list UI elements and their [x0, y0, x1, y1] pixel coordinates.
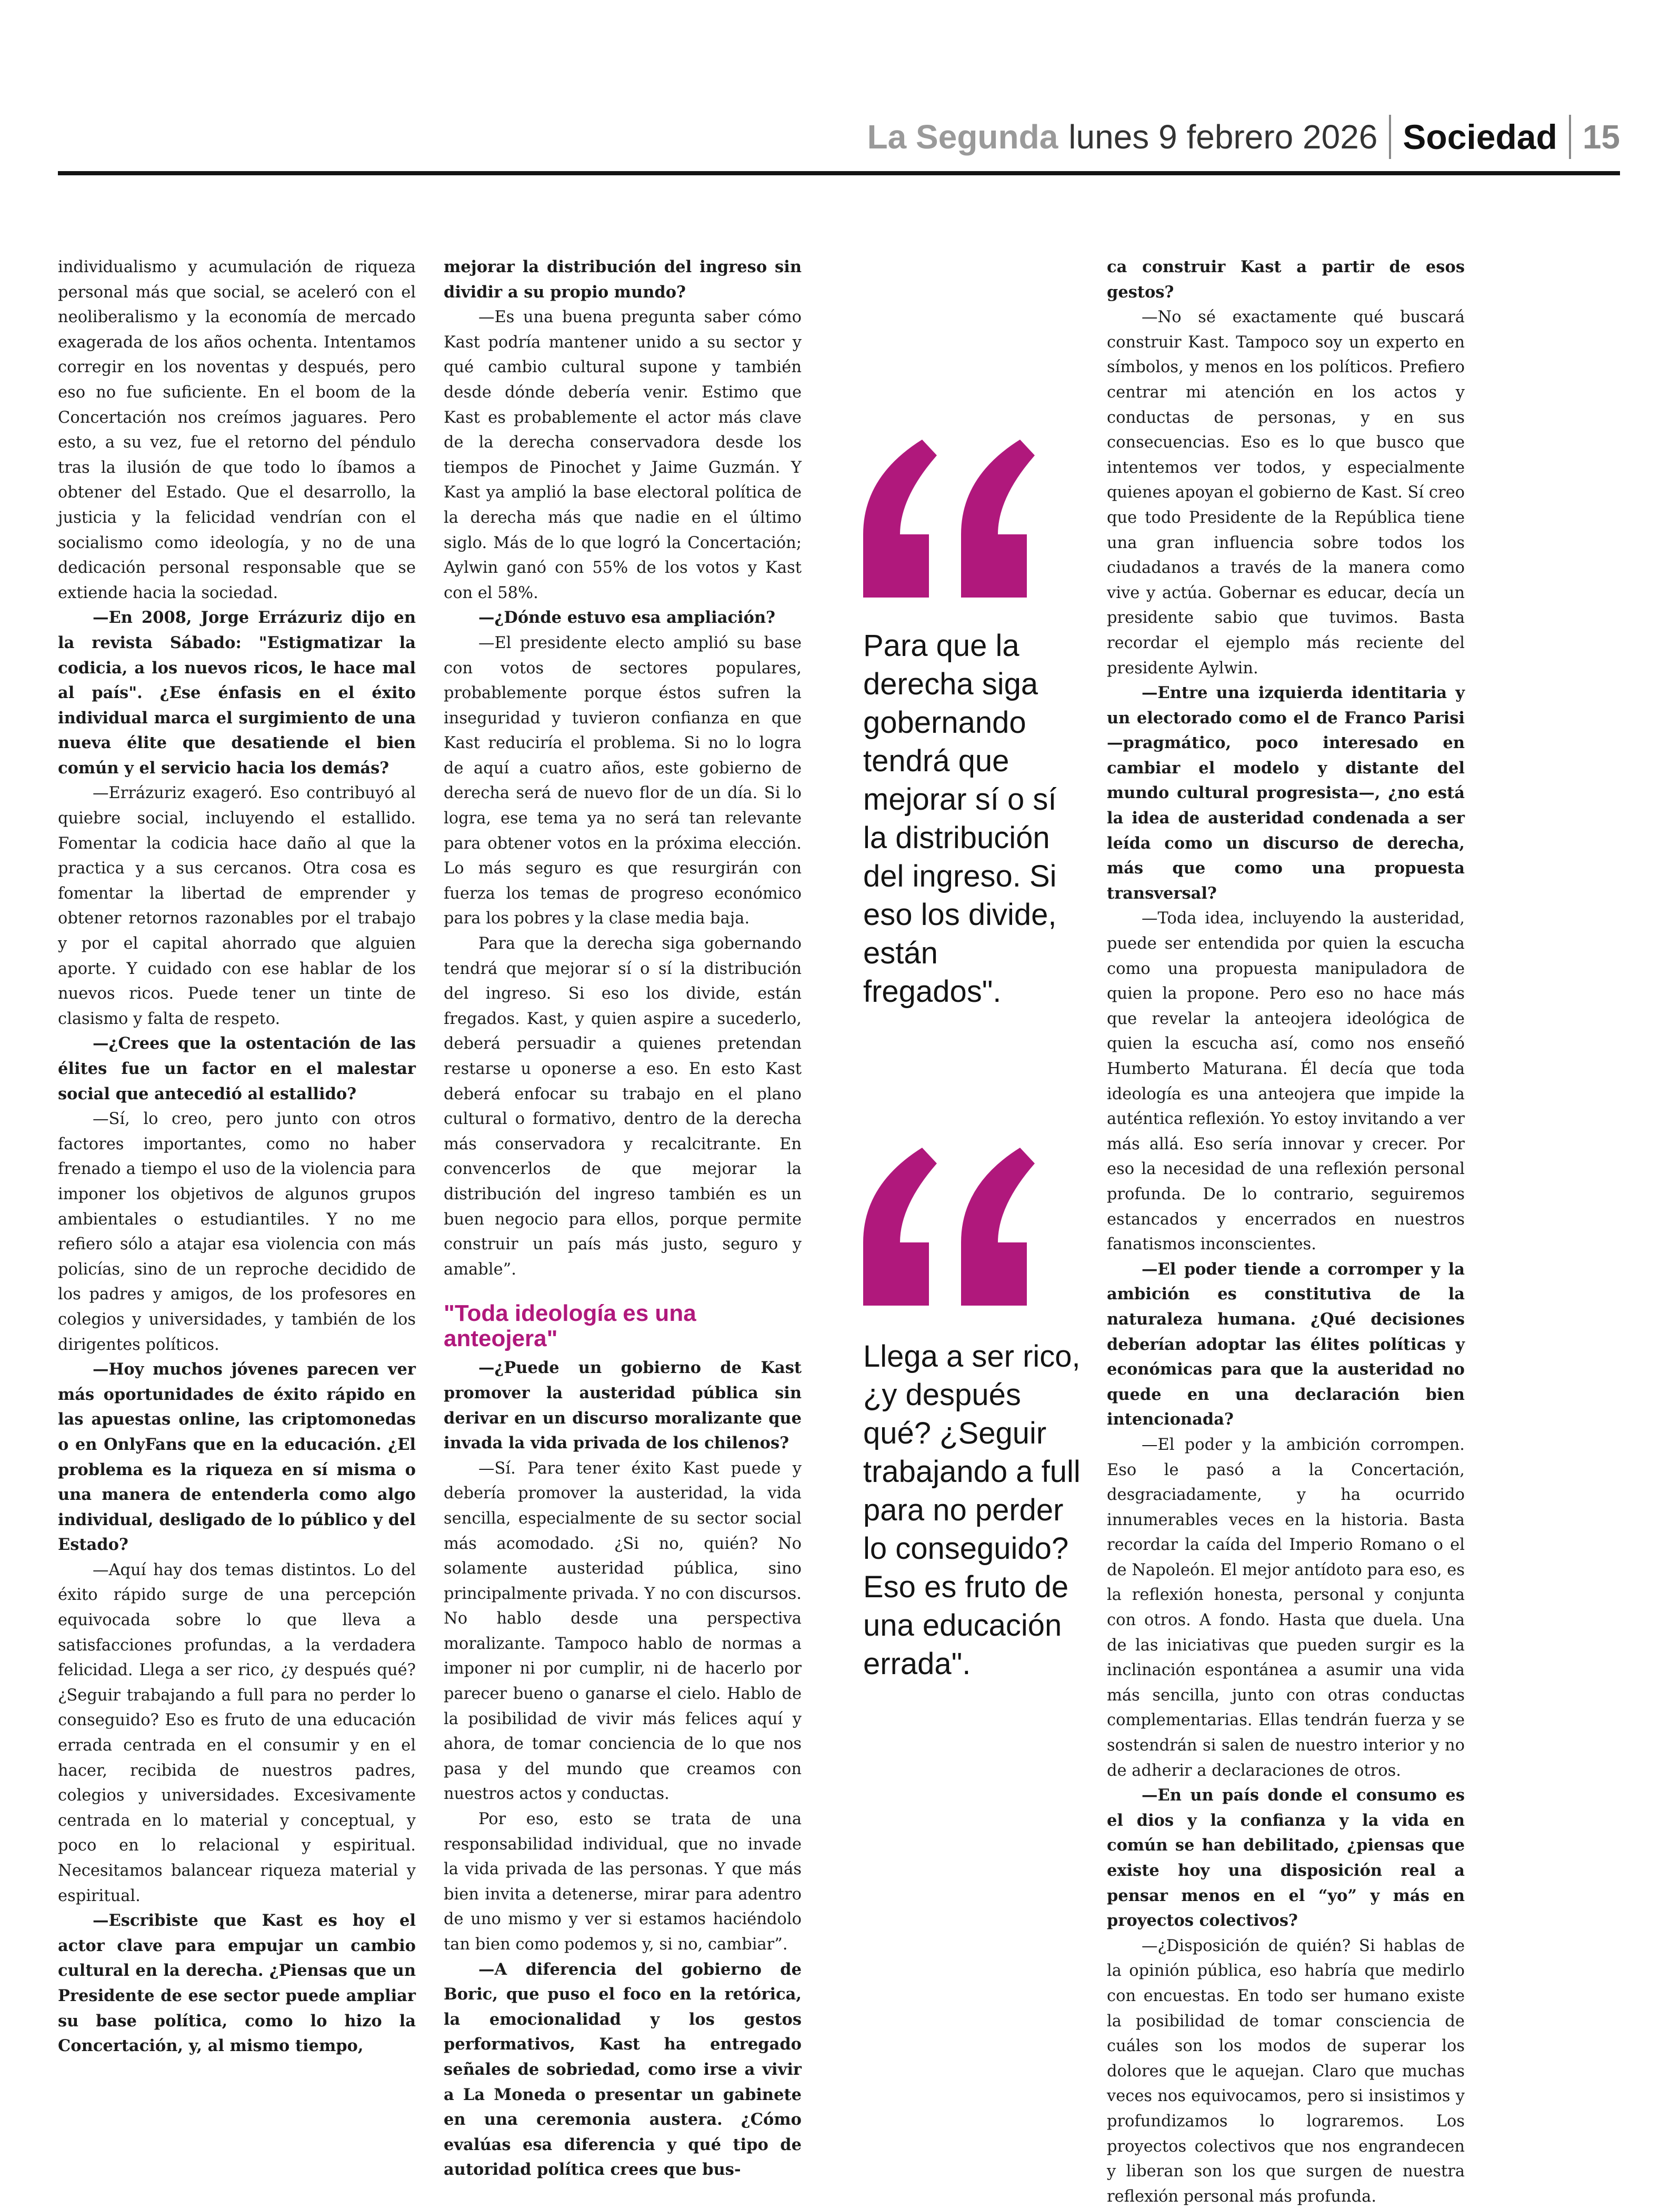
question-paragraph: mejorar la distribución del ingreso sin dividir a su propio mundo? — [444, 257, 802, 302]
section-subhead: "Toda ideología es una anteojera" — [444, 1300, 696, 1352]
pull-quote — [863, 1148, 1084, 1683]
question-paragraph: —Escribiste que Kast es hoy el actor clave para empujar un cambio cultural en la derecha. ¿Piensas que un Presidente de ese sector puede ampliar su base política, como lo hizo la Concertación, y, al mismo tiempo, — [58, 1911, 416, 2056]
pull-quote-text: Para que la derecha siga gobernando tendrá que mejorar sí o sí la distribución del ingreso. Si eso los divide, están fregados". — [863, 629, 1057, 1009]
answer-paragraph: —¿Disposición de quién? Si hablas de la opinión pública, eso habría que medirlo con encuestas. En todo ser humano existe la posibilidad de tomar consciencia de cuáles son los modos de superar los dolores que le aquejan. Claro que muchas veces nos equivocamos, pero si insistimos y profundizamos lo lograremos. Los proyectos colectivos que nos engrandecen y liberan son los que surgen de nuestra reflexión personal más profunda. — [1107, 1936, 1465, 2206]
question-paragraph: —¿Puede un gobierno de Kast promover la austeridad pública sin derivar en un discurso moralizante que invada la vida privada de los chilenos? — [444, 1358, 802, 1453]
answer-paragraph: individualismo y acumulación de riqueza personal más que social, se aceleró con el neoliberalismo y la economía de mercado exagerada de los años ochenta. Intentamos corregir en los noventas y después, pero eso no fue suficiente. En el boom de la Concertación nos creímos jaguares. Pero esto, a su vez, fue el retorno del péndulo tras la ilusión de que todo lo íbamos a obtener del Estado. Que el desarrollo, la justicia y la felicidad vendrían con el socialismo como ideología, y no de una dedicación personal responsable que se extiende hacia la sociedad. — [58, 258, 416, 602]
answer-paragraph: —Sí, lo creo, pero junto con otros factores importantes, como no haber frenado a tiempo el uso de la violencia para imponer los objetivos de algunos grupos ambientales o estudiantiles. Y no me refiero sólo a atajar esa violencia con más policías, sino de un reproche decidido de los padres y amigos, de los profesores en colegios y universidades, y también de los dirigentes políticos. — [58, 1110, 416, 1354]
pull-quote — [863, 440, 1084, 1011]
page-number: 15 — [1582, 118, 1620, 156]
article-column-4 — [1107, 255, 1465, 2209]
answer-paragraph: —Toda idea, incluyendo la austeridad, puede ser entendida por quien la escucha como una propuesta manipuladora de quien la propone. Pero eso no hace más que revelar la anteojera ideológica de quien la escucha así, como nos enseñó Humberto Maturana. Él decía que toda ideología es una anteojera que impide la auténtica reflexión. Yo estoy invitando a ver más allá. Eso sería innovar y crecer. Por eso la necesidad de una reflexión personal profunda. De lo contrario, seguiremos estancados y encerrados en nuestros fanatismos inconscientes. — [1107, 909, 1465, 1254]
question-paragraph: —¿Dónde estuvo esa ampliación? — [478, 608, 776, 628]
header-bar — [867, 108, 1620, 166]
answer-paragraph: —El presidente electo amplió su base con votos de sectores populares, probablemente porque éstos sufren la inseguridad y tuvieron confianza en que Kast reduciría el problema. Si no lo logra de aquí a cuatro años, este gobierno de derecha será de nuevo flor de un día. Si lo logra, ese tema ya no será tan relevante para obtener votos en la próxima elección. Lo más seguro es que resurgirán con fuerza los temas de progreso económico para los pobres y la clase media baja. — [444, 633, 802, 928]
question-paragraph: —En un país donde el consumo es el dios y la confianza y la vida en común se han debilitado, ¿piensas que existe hoy una disposición real a pensar menos en el “yo” y más en proyectos colectivos? — [1107, 1786, 1465, 1931]
article-column-2 — [444, 255, 802, 2183]
question-paragraph: —En 2008, Jorge Errázuriz dijo en la revista Sábado: "Estigmatizar la codicia, a los nuevos ricos, le hace mal al país". ¿Ese énfasis en el éxito individual marca el surgimiento de una nueva élite que desatiende el bien común y el servicio hacia los demás? — [58, 608, 416, 778]
header-divider — [1389, 115, 1391, 159]
page-header — [58, 108, 1620, 171]
article-column-1 — [58, 255, 416, 2059]
quote-marks-icon — [863, 1148, 1084, 1306]
issue-date: lunes 9 febrero 2026 — [1068, 118, 1378, 156]
question-paragraph: —¿Crees que la ostentación de las élites fue un factor en el malestar social que antecedió al estallido? — [58, 1034, 416, 1103]
header-rule — [58, 171, 1620, 175]
answer-paragraph: Por eso, esto se trata de una responsabilidad individual, que no invade la vida privada de las personas. Y que más bien invita a detenerse, mirar para adentro de uno mismo y ver si estamos haciéndolo tan bien como podemos y, si no, cambiar”. — [444, 1810, 802, 1954]
quote-marks-icon — [863, 440, 1084, 598]
answer-paragraph: Para que la derecha siga gobernando tendrá que mejorar sí o sí la distribución del ingreso. Si eso los divide, están fregados. Kast, y quien aspire a sucederlo, deberá persuadir a quienes pretendan restarse u oponerse a eso. En esto Kast deberá enfocar su trabajo en el plano cultural o formativo, dentro de la derecha más conservadora y recalcitrante. En convencerlos de que mejorar la distribución del ingreso también es un buen negocio para ellos, porque permite construir un país más justo, seguro y amable”. — [444, 934, 802, 1279]
answer-paragraph: —Errázuriz exageró. Eso contribuyó al quiebre social, incluyendo el estallido. Fomentar la codicia hace daño al que la practica y a sus cercanos. Otra cosa es fomentar la libertad de emprender y obtener retornos razonables por el trabajo y por el capital ahorrado que alguien aporte. Y cuidado con ese hablar de los nuevos ricos. Puede tener un tinte de clasismo y falta de respeto. — [58, 784, 416, 1028]
answer-paragraph: —Es una buena pregunta saber cómo Kast podría mantener unido a su sector y qué cambio cultural supone y también desde dónde debería venir. Estimo que Kast es probablemente el actor más clave de la derecha conservadora desde los tiempos de Pinochet y Jaime Guzmán. Y Kast ya amplió la base electoral política de la derecha más que nadie en el último siglo. Más de lo que logró la Concertación; Aylwin ganó con 55% de los votos y Kast con el 58%. — [444, 308, 802, 602]
answer-paragraph: —Sí. Para tener éxito Kast puede y debería promover la austeridad, la vida sencilla, especialmente de su sector social más acomodado. ¿Si no, quién? No solamente austeridad pública, sino principalmente privada. Y no con discursos. No hablo desde una perspectiva moralizante. Tampoco hablo de normas a imponer ni por cumplir, ni de hacerlo por parecer bueno o ganarse el cielo. Hablo de la posibilidad de vivir más felices aquí y ahora, de tomar conciencia de lo que nos pasa y del mundo que creamos con nuestros actos y conductas. — [444, 1459, 802, 1804]
answer-paragraph: —El poder y la ambición corrompen. Eso le pasó a la Concertación, desgraciadamente, y ha ocurrido innumerables veces en la historia. Basta recordar la caída del Imperio Romano o el de Napoleón. El mejor antídoto para eso, es la reflexión honesta, personal y conjunta con otros. A fondo. Hasta que duela. Una de las iniciativas que pueden surgir es la inclinación espontánea a asumir una vida más sencilla, junto con otras conductas complementarias. Ellas tendrán fuerza y se sostendrán si salen de nuestro interior y no de adherir a declaraciones de otros. — [1107, 1435, 1465, 1780]
pull-quote-text: Llega a ser rico, ¿y después qué? ¿Seguir trabajando a full para no perder lo conseguido? Eso es fruto de una educación errada". — [863, 1339, 1081, 1681]
answer-paragraph: —No sé exactamente qué buscará construir Kast. Tampoco soy un experto en símbolos, y menos en los políticos. Prefiero centrar mi atención en los actos y conductas de personas, y en sus consecuencias. Eso es lo que busco que intentemos ver todos, y especialmente quienes apoyan el gobierno de Kast. Sí creo que todo Presidente de la República tiene una gran influencia sobre todos los ciudadanos a través de la manera como vive y actúa. Gobernar es educar, decía un presidente sabio que tuvimos. Basta recordar el ejemplo más reciente del presidente Aylwin. — [1107, 308, 1465, 678]
section-name: Sociedad — [1403, 117, 1557, 156]
question-paragraph: —Hoy muchos jóvenes parecen ver más oportunidades de éxito rápido en las apuestas online, las criptomonedas o en OnlyFans que en la educación. ¿El problema es la riqueza en sí misma o una manera de entenderla como algo individual, desligado de lo público y del Estado? — [58, 1360, 416, 1555]
newspaper-brand: La Segunda — [867, 118, 1058, 156]
question-paragraph: —El poder tiende a corromper y la ambición es constitutiva de la naturaleza humana. ¿Qué decisiones deberían adoptar las élites políticas y económicas para que la austeridad no quede en una declaración bien intencionada? — [1107, 1259, 1465, 1429]
header-divider — [1569, 115, 1571, 159]
answer-paragraph: —Aquí hay dos temas distintos. Lo del éxito rápido surge de una percepción equivocada sobre lo que lleva a satisfacciones profundas, a la verdadera felicidad. Llega a ser rico, ¿y después qué? ¿Seguir trabajando a full para no perder lo conseguido? Eso es fruto de una educación errada centrada en el consumir y en el hacer, recibida de nuestros padres, colegios y universidades. Excesivamente centrada en lo material y conceptual, y poco en lo relacional y espiritual. Necesitamos balancear riqueza material y espiritual. — [58, 1560, 416, 1905]
question-paragraph: —Entre una izquierda identitaria y un electorado como el de Franco Parisi —pragmático, poco interesado en cambiar el modelo y distante del mundo cultural progresista—, ¿no está la idea de austeridad condenada a ser leída como un discurso de derecha, más que como una propuesta transversal? — [1107, 683, 1465, 903]
question-paragraph: ca construir Kast a partir de esos gestos? — [1107, 257, 1465, 302]
question-paragraph: —A diferencia del gobierno de Boric, que puso el foco en la retórica, la emocionalidad y los gestos performativos, Kast ha entregado señales de sobriedad, como irse a vivir a La Moneda o presentar un gabinete en una ceremonia austera. ¿Cómo evalúas esa diferencia y qué tipo de autoridad política crees que bus- — [444, 1959, 802, 2180]
